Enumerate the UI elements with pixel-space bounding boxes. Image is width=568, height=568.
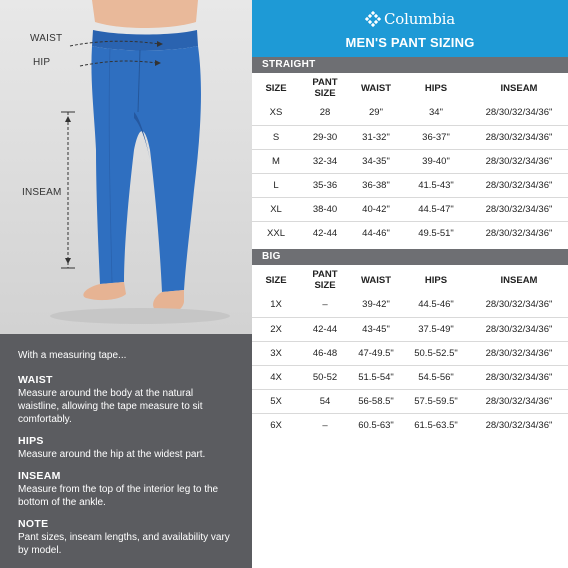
pant-size-cell: – xyxy=(322,299,328,311)
waist-cell: 36-38" xyxy=(350,173,402,197)
inseam-cell: 28/30/32/34/36" xyxy=(470,149,568,173)
table-row xyxy=(252,317,568,341)
table-row xyxy=(252,365,568,389)
size-cell: 5X xyxy=(252,389,300,413)
pant-size-cell: 42-44 xyxy=(300,221,350,245)
note-section xyxy=(18,518,234,557)
size-cell: XS xyxy=(269,107,283,119)
columbia-logo xyxy=(365,9,455,29)
straight-section-bar: STRAIGHT xyxy=(252,57,568,73)
pant-size-cell: 54 xyxy=(300,389,350,413)
table-row xyxy=(252,149,568,173)
inseam-cell: 28/30/32/34/36" xyxy=(470,221,568,245)
inseam-cell: 28/30/32/34/36" xyxy=(470,317,568,341)
table-header-row xyxy=(252,267,568,293)
waist-header: WAIST xyxy=(360,274,392,286)
size-chart xyxy=(252,0,568,568)
waist-cell: 31-32" xyxy=(350,125,402,149)
waist-heading: WAIST xyxy=(18,374,53,386)
size-cell: 2X xyxy=(252,317,300,341)
inseam-cell: 28/30/32/34/36" xyxy=(470,125,568,149)
pant-size-cell: 46-48 xyxy=(300,341,350,365)
inseam-header: INSEAM xyxy=(500,274,538,286)
pant-size-cell: – xyxy=(300,413,350,437)
pant-size-header: PANT SIZE xyxy=(312,269,338,291)
waist-label: WAIST xyxy=(30,33,63,44)
pant-size-cell: 28 xyxy=(319,107,331,119)
hips-instruction xyxy=(18,435,234,461)
table-row xyxy=(252,173,568,197)
table-row xyxy=(252,221,568,245)
inseam-cell: 28/30/32/34/36" xyxy=(470,173,568,197)
inseam-instruction xyxy=(18,470,234,509)
hips-cell: 49.5-51" xyxy=(402,221,470,245)
inseam-header: INSEAM xyxy=(500,82,538,94)
waist-cell: 34-35" xyxy=(350,149,402,173)
hips-cell: 44.5-47" xyxy=(402,197,470,221)
big-section-bar: BIG xyxy=(252,249,568,265)
table-header-row xyxy=(252,75,568,101)
table-row xyxy=(252,125,568,149)
waist-cell: 40-42" xyxy=(350,197,402,221)
hips-cell: 37.5-49" xyxy=(402,317,470,341)
pant-size-cell: 29-30 xyxy=(300,125,350,149)
waist-instruction xyxy=(18,374,234,426)
hips-cell: 39-40" xyxy=(402,149,470,173)
size-cell: L xyxy=(252,173,300,197)
brand-name: Columbia xyxy=(384,10,455,28)
table-row xyxy=(252,341,568,365)
waist-header: WAIST xyxy=(360,82,392,94)
inseam-cell: 28/30/32/34/36" xyxy=(485,107,553,119)
size-cell: 4X xyxy=(252,365,300,389)
size-cell: 6X xyxy=(252,413,300,437)
table-row xyxy=(252,293,568,317)
hips-cell: 36-37" xyxy=(402,125,470,149)
inseam-cell: 28/30/32/34/36" xyxy=(485,299,553,311)
waist-cell: 47-49.5" xyxy=(350,341,402,365)
inseam-cell: 28/30/32/34/36" xyxy=(470,365,568,389)
hips-cell: 57.5-59.5" xyxy=(402,389,470,413)
inseam-cell: 28/30/32/34/36" xyxy=(470,341,568,365)
table-row xyxy=(252,101,568,125)
hips-cell: 61.5-63.5" xyxy=(402,413,470,437)
inseam-cell: 28/30/32/34/36" xyxy=(470,197,568,221)
hip-label: HIP xyxy=(33,57,51,68)
inseam-text: Measure from the top of the interior leg to the bottom of the ankle. xyxy=(18,484,219,508)
waist-cell: 43-45" xyxy=(350,317,402,341)
pant-size-cell: 42-44 xyxy=(300,317,350,341)
waist-cell: 39-42" xyxy=(362,299,390,311)
brand-header xyxy=(252,0,568,57)
inseam-cell: 28/30/32/34/36" xyxy=(470,413,568,437)
note-heading: NOTE xyxy=(18,518,49,530)
waist-text: Measure around the body at the natural waistline, allowing the tape measure to sit comfortably. xyxy=(18,388,203,425)
inseam-label: INSEAM xyxy=(22,187,62,198)
hips-header: HIPS xyxy=(424,274,448,286)
table-row xyxy=(252,197,568,221)
pant-size-cell: 38-40 xyxy=(300,197,350,221)
waist-cell: 29" xyxy=(369,107,383,119)
pants-figure-panel xyxy=(0,0,252,334)
diamond-logo-icon xyxy=(365,11,381,27)
chart-title: MEN'S PANT SIZING xyxy=(345,35,475,50)
size-cell: 1X xyxy=(270,299,282,311)
hips-cell: 34" xyxy=(429,107,443,119)
hips-cell: 50.5-52.5" xyxy=(402,341,470,365)
waist-cell: 51.5-54" xyxy=(350,365,402,389)
table-row xyxy=(252,413,568,437)
size-header: SIZE xyxy=(265,274,287,286)
note-text: Pant sizes, inseam lengths, and availability vary by model. xyxy=(18,532,230,556)
instructions-intro: With a measuring tape... xyxy=(18,350,127,361)
waist-cell: 56-58.5" xyxy=(350,389,402,413)
table-row xyxy=(252,389,568,413)
hips-cell: 54.5-56" xyxy=(402,365,470,389)
inseam-heading: INSEAM xyxy=(18,470,61,482)
size-cell: XL xyxy=(252,197,300,221)
hips-cell: 41.5-43" xyxy=(402,173,470,197)
pant-size-header: PANT SIZE xyxy=(312,77,338,99)
hips-text: Measure around the hip at the widest part. xyxy=(18,449,206,460)
pant-size-cell: 32-34 xyxy=(300,149,350,173)
measuring-instructions xyxy=(0,334,252,568)
size-header: SIZE xyxy=(265,82,287,94)
hips-cell: 44.5-46" xyxy=(418,299,454,311)
pants-illustration xyxy=(0,0,252,334)
straight-size-table xyxy=(252,75,568,245)
size-cell: S xyxy=(252,125,300,149)
hips-header: HIPS xyxy=(424,82,448,94)
pant-size-cell: 35-36 xyxy=(300,173,350,197)
big-size-table xyxy=(252,267,568,437)
hips-heading: HIPS xyxy=(18,435,44,447)
waist-cell: 60.5-63" xyxy=(350,413,402,437)
waist-cell: 44-46" xyxy=(350,221,402,245)
size-cell: M xyxy=(252,149,300,173)
size-cell: XXL xyxy=(252,221,300,245)
pant-size-cell: 50-52 xyxy=(300,365,350,389)
inseam-cell: 28/30/32/34/36" xyxy=(470,389,568,413)
size-cell: 3X xyxy=(252,341,300,365)
